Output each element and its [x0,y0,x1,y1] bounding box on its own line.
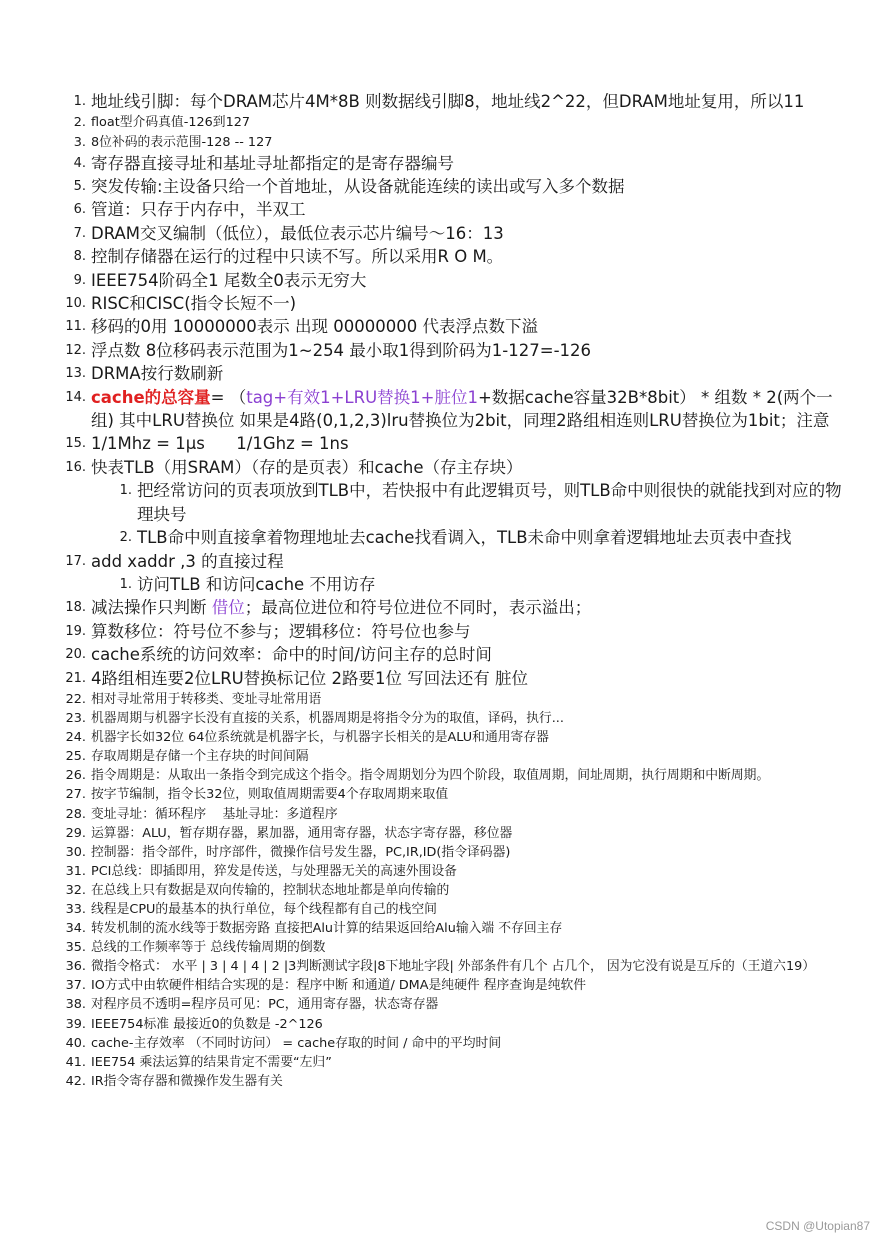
item-text: float型介码真值-126到127 [91,115,250,131]
list-item: 22. 相对寻址常用于转移类、变址寻址常用语 [65,691,322,707]
list-item: 13. DRMA按行数刷新 [65,364,224,384]
item-text: IR指令寄存器和微操作发生器有关 [91,1073,283,1089]
list-item: 37. IO方式中由软硬件相结合实现的是：程序中断 和通道/ DMA是纯硬件 程序查询是纯软件 [65,978,587,994]
sub-list-item: 1. 把经常访问的页表项放到TLB中，若快报中有此逻辑页号，则TLB命中则很快的就能找到对应的物理块号 [119,481,842,524]
list-item: 41. IEE754 乘法运算的结果肯定不需要“左归” [65,1054,332,1070]
list-item: 28. 变址寻址：循环程序 基址寻址：多道程序 [65,806,338,822]
list-item: 26. 指令周期是：从取出一条指令到完成这个指令。指令周期划分为四个阶段，取值周期，间址周期，执行周期和中断周期。 [65,768,770,784]
item-text: 地址线引脚：每个DRAM芯片4M*8B 则数据线引脚8，地址线2^22，但DRAM地址复用，所以11 [91,92,805,111]
list-item: 39. IEEE754标准 最接近0的负数是 -2^126 [65,1016,323,1032]
item-text: PCI总线：即插即用，猝发是传送，与处理器无关的高速外围设备 [91,863,457,879]
item-text: IEEE754标准 最接近0的负数是 -2^126 [91,1016,323,1032]
list-item: 40. cache-主存效率 （不同时访问） = cache存取的时间 / 命中的平均时间 [65,1035,502,1051]
list-item: 8. 控制存储器在运行的过程中只读不写。所以采用R O M。 [73,247,504,267]
list-item: 7. DRAM交叉编制（低位），最低位表示芯片编号～16：13 [73,223,504,243]
list-item: 20. cache系统的访问效率：命中的时间/访问主存的总时间 [65,645,492,665]
item-text: 减法操作只判断 [91,598,212,618]
item-text: 移码的0用 10000000表示 出现 00000000 代表浮点数下溢 [91,317,538,337]
item-text: 访问TLB 和访问cache 不用访存 [137,574,376,594]
csdn-watermark: CSDN @Utopian87 [765,1219,870,1233]
item-text: ；最高位进位和符号位进位不同时，表示溢出； [244,598,592,618]
list-item: 16. 快表TLB（用SRAM）（存的是页表）和cache（存主存块） [65,457,523,477]
item-text: 管道：只存于内存中，半双工 [91,200,306,220]
item-text: 浮点数 8位移码表示范围为1~254 最小取1得到阶码为1-127=-126 [91,340,592,360]
list-item: 19. 算数移位：符号位不参与；逻辑移位：符号位也参与 [65,621,471,641]
item-text: IEEE754阶码全1 尾数全0表示无穷大 [91,270,367,290]
list-item: 24. 机器字长如32位 64位系统就是机器字长，与机器字长相关的是ALU和通用寄存器 [65,730,549,746]
item-text: = （ [210,387,247,407]
item-text: 控制存储器在运行的过程中只读不写。所以采用R O M。 [91,247,504,267]
item-text: 机器字长如32位 64位系统就是机器字长，与机器字长相关的是ALU和通用寄存器 [91,730,549,746]
item-text: add xaddr ,3 的直接过程 [91,551,284,571]
item-text: 8位补码的表示范围-128 -- 127 [91,134,273,150]
notes-list [0,90,884,1091]
list-item: 31. PCI总线：即插即用，猝发是传送，与处理器无关的高速外围设备 [65,863,457,879]
list-item: 15. 1/1Mhz = 1μs 1/1Ghz = 1ns [65,434,349,454]
list-item: 9. IEEE754阶码全1 尾数全0表示无穷大 [73,270,367,290]
item-text: +数据cache容量32B*8bit） * 组数 * 2(两个一组) 其中LRU替换位 如果是4路(0,1,2,3)lru替换位为2bit，同理2路组相连则LRU替换位为1bit；注意 [91,387,833,431]
list-item: 29. 运算器：ALU，暂存期存器，累加器，通用寄存器，状态字寄存器，移位器 [65,825,513,841]
item-text: 机器周期与机器字长没有直接的关系，机器周期是将指令分为的取值，译码，执行... [91,711,564,727]
list-item: 27. 按字节编制，指令长32位，则取值周期需要4个存取周期来取值 [65,787,449,803]
list-item: 18. 减法操作只判断 借位；最高位进位和符号位进位不同时，表示溢出； [65,598,592,618]
item-text: 把经常访问的页表项放到TLB中，若快报中有此逻辑页号，则TLB命中则很快的就能找到对应的物理块号 [137,481,842,524]
list-item: 2. float型介码真值-126到127 [73,115,250,131]
item-text: 相对寻址常用于转移类、变址寻址常用语 [91,691,322,707]
item-text: DRAM交叉编制（低位），最低位表示芯片编号～16：13 [91,223,504,243]
item-text: TLB命中则直接拿着物理地址去cache找看调入，TLB未命中则拿着逻辑地址去页表中查找 [137,528,792,548]
list-item: 3. 8位补码的表示范围-128 -- 127 [73,134,273,150]
item-text: 突发传输:主设备只给一个首地址，从设备就能连续的读出或写入多个数据 [91,177,625,196]
list-item: 1. 地址线引脚：每个DRAM芯片4M*8B 则数据线引脚8，地址线2^22，但DRAM地址复用，所以11 [73,92,805,111]
item-text: IEE754 乘法运算的结果肯定不需要“左归” [91,1054,332,1070]
list-item: 35. 总线的工作频率等于 总线传输周期的倒数 [65,940,326,956]
list-item: 42. IR指令寄存器和微操作发生器有关 [65,1073,283,1089]
list-item: 11. 移码的0用 10000000表示 出现 00000000 代表浮点数下溢 [65,317,538,337]
list-item: 38. 对程序员不透明=程序员可见：PC，通用寄存器，状态寄存器 [65,997,439,1013]
list-item: 14. cache的总容量= （tag+有效1+LRU替换1+脏位1+数据cache容量32B*8bit） * 组数 * 2(两个一组) 其中LRU替换位 如果是4路(0,1,2,3)lru替换位为2bit，同理2路组相连则LRU替换位为1bit；注意 [65,387,833,431]
list-item: 5. 突发传输:主设备只给一个首地址，从设备就能连续的读出或写入多个数据 [73,177,625,196]
item-text: 控制器：指令部件，时序部件，微操作信号发生器，PC,IR,ID(指令译码器) [91,844,511,860]
list-item: 36. 微指令格式： 水平 | 3 | 4 | 4 | 2 |3判断测试字段|8下地址字段| 外部条件有几个 占几个， 因为它没有说是互斥的（王道六19） [65,959,816,975]
list-item: 32. 在总线上只有数据是双向传输的，控制状态地址都是单向传输的 [65,882,450,898]
item-text: 寄存器直接寻址和基址寻址都指定的是寄存器编号 [91,153,454,173]
list-item: 33. 线程是CPU的最基本的执行单位，每个线程都有自己的栈空间 [65,901,437,917]
item-text: cache-主存效率 （不同时访问） = cache存取的时间 / 命中的平均时间 [91,1035,502,1051]
item-text: 4路组相连要2位LRU替换标记位 2路要1位 写回法还有 脏位 [91,668,528,688]
list-item: 10. RISC和CISC(指令长短不一) [65,294,297,314]
highlight-purple: 借位 [211,598,245,618]
item-text: 变址寻址：循环程序 基址寻址：多道程序 [91,806,338,822]
item-text: 运算器：ALU，暂存期存器，累加器，通用寄存器，状态字寄存器，移位器 [91,825,513,841]
list-item: 17. add xaddr ,3 的直接过程 [65,551,284,571]
item-text: 转发机制的流水线等于数据旁路 直接把Alu计算的结果返回给Alu输入端 不存回主存 [91,921,563,937]
list-item: 6. 管道：只存于内存中，半双工 [73,200,306,220]
item-text: cache系统的访问效率：命中的时间/访问主存的总时间 [91,645,492,665]
item-text: RISC和CISC(指令长短不一) [91,294,297,314]
item-text: 1/1Mhz = 1μs 1/1Ghz = 1ns [91,434,349,454]
item-text: 总线的工作频率等于 总线传输周期的倒数 [91,940,326,956]
item-text: 对程序员不透明=程序员可见：PC，通用寄存器，状态寄存器 [91,997,439,1013]
list-item: 4. 寄存器直接寻址和基址寻址都指定的是寄存器编号 [73,153,454,173]
list-item: 25. 存取周期是存储一个主存块的时间间隔 [65,749,309,765]
item-text: 按字节编制，指令长32位，则取值周期需要4个存取周期来取值 [91,787,449,803]
list-item: 34. 转发机制的流水线等于数据旁路 直接把Alu计算的结果返回给Alu输入端 不存回主存 [65,921,563,937]
item-text: 线程是CPU的最基本的执行单位，每个线程都有自己的栈空间 [91,901,437,917]
list-item: 12. 浮点数 8位移码表示范围为1~254 最小取1得到阶码为1-127=-126 [65,340,592,360]
sub-list-item: 1. 访问TLB 和访问cache 不用访存 [119,574,376,594]
sub-list-item: 2. TLB命中则直接拿着物理地址去cache找看调入，TLB未命中则拿着逻辑地址去页表中查找 [119,528,792,548]
item-text: DRMA按行数刷新 [91,364,224,384]
list-item: 21. 4路组相连要2位LRU替换标记位 2路要1位 写回法还有 脏位 [65,668,528,688]
item-text: 快表TLB（用SRAM）（存的是页表）和cache（存主存块） [91,457,523,477]
item-text: IO方式中由软硬件相结合实现的是：程序中断 和通道/ DMA是纯硬件 程序查询是纯软件 [91,978,587,994]
highlight-red: cache的总容量 [91,387,211,407]
item-text: 存取周期是存储一个主存块的时间间隔 [91,749,309,765]
item-text: 算数移位：符号位不参与；逻辑移位：符号位也参与 [91,621,471,641]
item-text: 微指令格式： 水平 | 3 | 4 | 4 | 2 |3判断测试字段|8下地址字段| 外部条件有几个 占几个， 因为它没有说是互斥的（王道六19） [91,959,816,975]
item-text: 指令周期是：从取出一条指令到完成这个指令。指令周期划分为四个阶段，取值周期，间址周期，执行周期和中断周期。 [91,768,770,784]
highlight-purple: tag+有效1+LRU替换1+脏位1 [246,387,478,407]
list-item: 23. 机器周期与机器字长没有直接的关系，机器周期是将指令分为的取值，译码，执行... [65,711,564,727]
item-text: 在总线上只有数据是双向传输的，控制状态地址都是单向传输的 [91,882,450,898]
list-item: 30. 控制器：指令部件，时序部件，微操作信号发生器，PC,IR,ID(指令译码器) [65,844,511,860]
